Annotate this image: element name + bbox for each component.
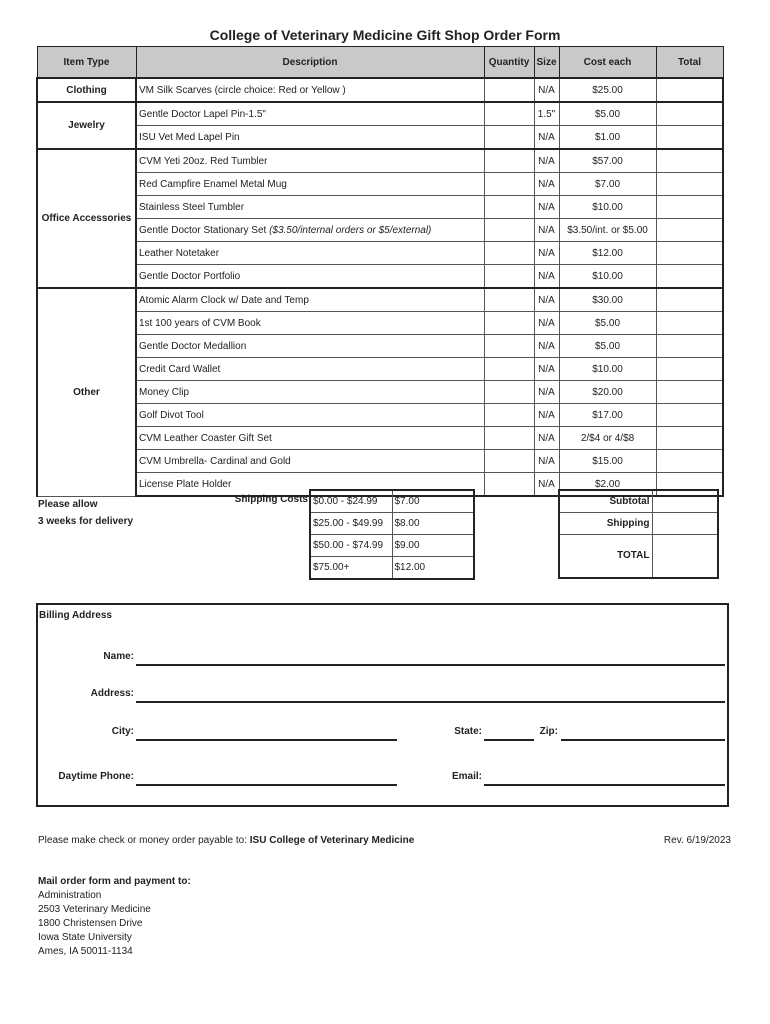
item-description [136,196,484,219]
billing-title: Billing Address [39,610,112,621]
delivery-note-line: 3 weeks for delivery [38,516,134,527]
shipping-row [310,557,474,580]
item-cost: $5.00 [559,335,656,358]
item-description-text: CVM Umbrella- Cardinal and Gold [139,455,291,467]
quantity-field[interactable] [484,219,534,242]
quantity-field[interactable] [484,335,534,358]
name-field[interactable] [136,664,725,666]
item-size: N/A [534,126,559,150]
item-size: N/A [534,450,559,473]
item-row [37,312,723,335]
item-description-text: CVM Leather Coaster Gift Set [139,432,272,444]
email-field[interactable] [484,784,725,786]
item-row [37,78,723,102]
shipping-range: $50.00 - $74.99 [310,535,392,557]
col-cost: Cost each [559,47,656,79]
total-row [559,534,718,578]
quantity-field[interactable] [484,242,534,265]
quantity-field[interactable] [484,427,534,450]
item-row [37,358,723,381]
item-description [136,450,484,473]
item-cost: $10.00 [559,265,656,289]
item-description [136,288,484,312]
item-size: N/A [534,149,559,173]
shipping-cost: $7.00 [392,490,474,513]
item-size: N/A [534,335,559,358]
mail-line: 1800 Christensen Drive [38,918,143,929]
state-field[interactable] [484,739,534,741]
quantity-field[interactable] [484,265,534,289]
item-size: N/A [534,381,559,404]
quantity-field[interactable] [484,149,534,173]
item-size: N/A [534,404,559,427]
item-size: N/A [534,242,559,265]
mail-line: Administration [38,890,102,901]
item-description [136,78,484,102]
col-description: Description [136,47,484,79]
quantity-field[interactable] [484,78,534,102]
phone-label: Daytime Phone: [58,771,134,782]
total-field[interactable] [652,534,718,578]
shipping-cost: $12.00 [392,557,474,580]
item-row [37,381,723,404]
item-description [136,312,484,335]
item-cost: $25.00 [559,78,656,102]
item-size: N/A [534,173,559,196]
item-total-field[interactable] [656,381,723,404]
item-row [37,126,723,150]
item-row [37,265,723,289]
mail-heading: Mail order form and payment to: [38,876,191,887]
form-title: College of Veterinary Medicine Gift Shop Order Form [209,27,561,43]
item-description-text: 1st 100 years of CVM Book [139,317,261,329]
item-cost: $30.00 [559,288,656,312]
city-field[interactable] [136,739,397,741]
col-total: Total [656,47,723,79]
billing-address-box [36,603,729,807]
item-row [37,196,723,219]
item-size: N/A [534,288,559,312]
quantity-field[interactable] [484,196,534,219]
item-description-text: Red Campfire Enamel Metal Mug [139,178,287,190]
revision-date: Rev. 6/19/2023 [663,835,731,846]
item-description [136,242,484,265]
item-total-field[interactable] [656,78,723,102]
city-label: City: [111,726,134,737]
col-quantity: Quantity [484,47,534,79]
subtotal-row [559,490,718,512]
item-cost: $1.00 [559,126,656,150]
address-label: Address: [90,688,134,699]
subtotal-label: Subtotal [559,490,652,512]
item-description [136,126,484,150]
item-total-field[interactable] [656,126,723,150]
item-description [136,173,484,196]
quantity-field[interactable] [484,450,534,473]
quantity-field[interactable] [484,288,534,312]
item-total-field[interactable] [656,450,723,473]
total-label: TOTAL [559,534,652,578]
item-size: N/A [534,358,559,381]
item-description [136,427,484,450]
item-total-field[interactable] [656,149,723,173]
state-label: State: [454,726,482,737]
quantity-field[interactable] [484,358,534,381]
item-size: N/A [534,312,559,335]
phone-field[interactable] [136,784,397,786]
item-description [136,404,484,427]
item-total-field[interactable] [656,102,723,126]
shipping-field[interactable] [652,512,718,534]
item-size: N/A [534,219,559,242]
quantity-field[interactable] [484,102,534,126]
item-cost: $12.00 [559,242,656,265]
subtotal-field[interactable] [652,490,718,512]
item-description [136,358,484,381]
item-description-text: Money Clip [139,386,190,398]
item-description-text: Gentle Doctor Lapel Pin-1.5" [139,108,266,120]
shipping-range: $0.00 - $24.99 [310,490,392,513]
item-size: N/A [534,78,559,102]
name-label: Name: [103,651,134,662]
shipping-label: Shipping [559,512,652,534]
item-cost: $5.00 [559,102,656,126]
item-cost: $7.00 [559,173,656,196]
item-description-text: Credit Card Wallet [139,363,221,375]
item-total-field[interactable] [656,265,723,289]
item-cost: $20.00 [559,381,656,404]
item-description-text: Leather Notetaker [139,247,220,259]
col-size: Size [534,47,559,79]
item-cost: $15.00 [559,450,656,473]
item-row [37,219,723,242]
item-description-text: Golf Divot Tool [139,409,204,421]
item-total-field[interactable] [656,335,723,358]
item-cost: 2/$4 or 4/$8 [559,427,656,450]
mail-line: Ames, IA 50011-1134 [38,946,133,957]
item-cost: $2.00 [559,473,656,497]
quantity-field[interactable] [484,404,534,427]
table-header-row [37,47,723,79]
item-description [136,149,484,173]
item-row [37,149,723,173]
item-description-note: ($3.50/internal orders or $5/external) [269,224,432,236]
item-total-field[interactable] [656,242,723,265]
category-label: Jewelry [37,102,136,149]
order-body [37,78,723,496]
item-size: N/A [534,473,559,497]
item-description [136,335,484,358]
item-description-text: License Plate Holder [139,478,232,490]
shipping-table [309,489,475,580]
item-description-text: Atomic Alarm Clock w/ Date and Temp [139,294,309,306]
shipping-summary-row [559,512,718,534]
quantity-field[interactable] [484,173,534,196]
item-row [37,427,723,450]
order-table [36,46,724,497]
item-row [37,173,723,196]
zip-label: Zip: [539,726,558,737]
item-row [37,288,723,312]
zip-field[interactable] [561,739,725,741]
item-description-text: Gentle Doctor Stationary Set [139,224,267,236]
item-description-text: VM Silk Scarves (circle choice: Red or Yellow ) [139,84,346,96]
item-description-text: ISU Vet Med Lapel Pin [139,131,240,143]
payable-line [38,835,414,846]
item-description [136,102,484,126]
item-row [37,335,723,358]
address-field[interactable] [136,701,725,703]
item-size: 1.5" [534,102,559,126]
email-label: Email: [451,771,482,782]
item-description-text: CVM Yeti 20oz. Red Tumbler [139,155,268,167]
delivery-note-line: Please allow [38,499,98,510]
col-item-type: Item Type [37,47,136,79]
item-cost: $10.00 [559,196,656,219]
quantity-field[interactable] [484,126,534,150]
mail-line: Iowa State University [38,932,132,943]
shipping-row [310,490,474,513]
item-total-field[interactable] [656,427,723,450]
shipping-cost: $8.00 [392,513,474,535]
shipping-costs-label: Shipping Costs [234,494,308,505]
payable-text: Please make check or money order payable to: [38,835,247,846]
item-description-text: Stainless Steel Tumbler [139,201,245,213]
item-description-text: Gentle Doctor Medallion [139,340,247,352]
item-size: N/A [534,265,559,289]
shipping-range: $25.00 - $49.99 [310,513,392,535]
item-row [37,404,723,427]
shipping-range: $75.00+ [310,557,392,580]
summary-table [558,489,719,579]
item-description-text: Gentle Doctor Portfolio [139,270,241,282]
item-total-field[interactable] [656,312,723,335]
item-cost: $3.50/int. or $5.00 [559,219,656,242]
item-cost: $57.00 [559,149,656,173]
category-label: Other [37,288,136,496]
item-row [37,242,723,265]
item-total-field[interactable] [656,358,723,381]
item-total-field[interactable] [656,288,723,312]
item-description [136,381,484,404]
item-size: N/A [534,427,559,450]
item-cost: $5.00 [559,312,656,335]
category-label: Clothing [37,78,136,102]
delivery-note [38,496,133,530]
quantity-field[interactable] [484,381,534,404]
quantity-field[interactable] [484,312,534,335]
item-row [37,102,723,126]
item-cost: $17.00 [559,404,656,427]
shipping-row [310,535,474,557]
item-total-field[interactable] [656,173,723,196]
item-size: N/A [534,196,559,219]
item-total-field[interactable] [656,404,723,427]
payable-name: ISU College of Veterinary Medicine [249,835,415,846]
mailing-address [38,875,191,959]
shipping-cost: $9.00 [392,535,474,557]
item-description [136,219,484,242]
item-row [37,450,723,473]
quantity-field[interactable] [484,473,534,497]
category-label: Office Accessories [37,149,136,288]
mail-line: 2503 Veterinary Medicine [38,904,151,915]
shipping-row [310,513,474,535]
item-total-field[interactable] [656,219,723,242]
item-description [136,265,484,289]
item-total-field[interactable] [656,196,723,219]
item-cost: $10.00 [559,358,656,381]
